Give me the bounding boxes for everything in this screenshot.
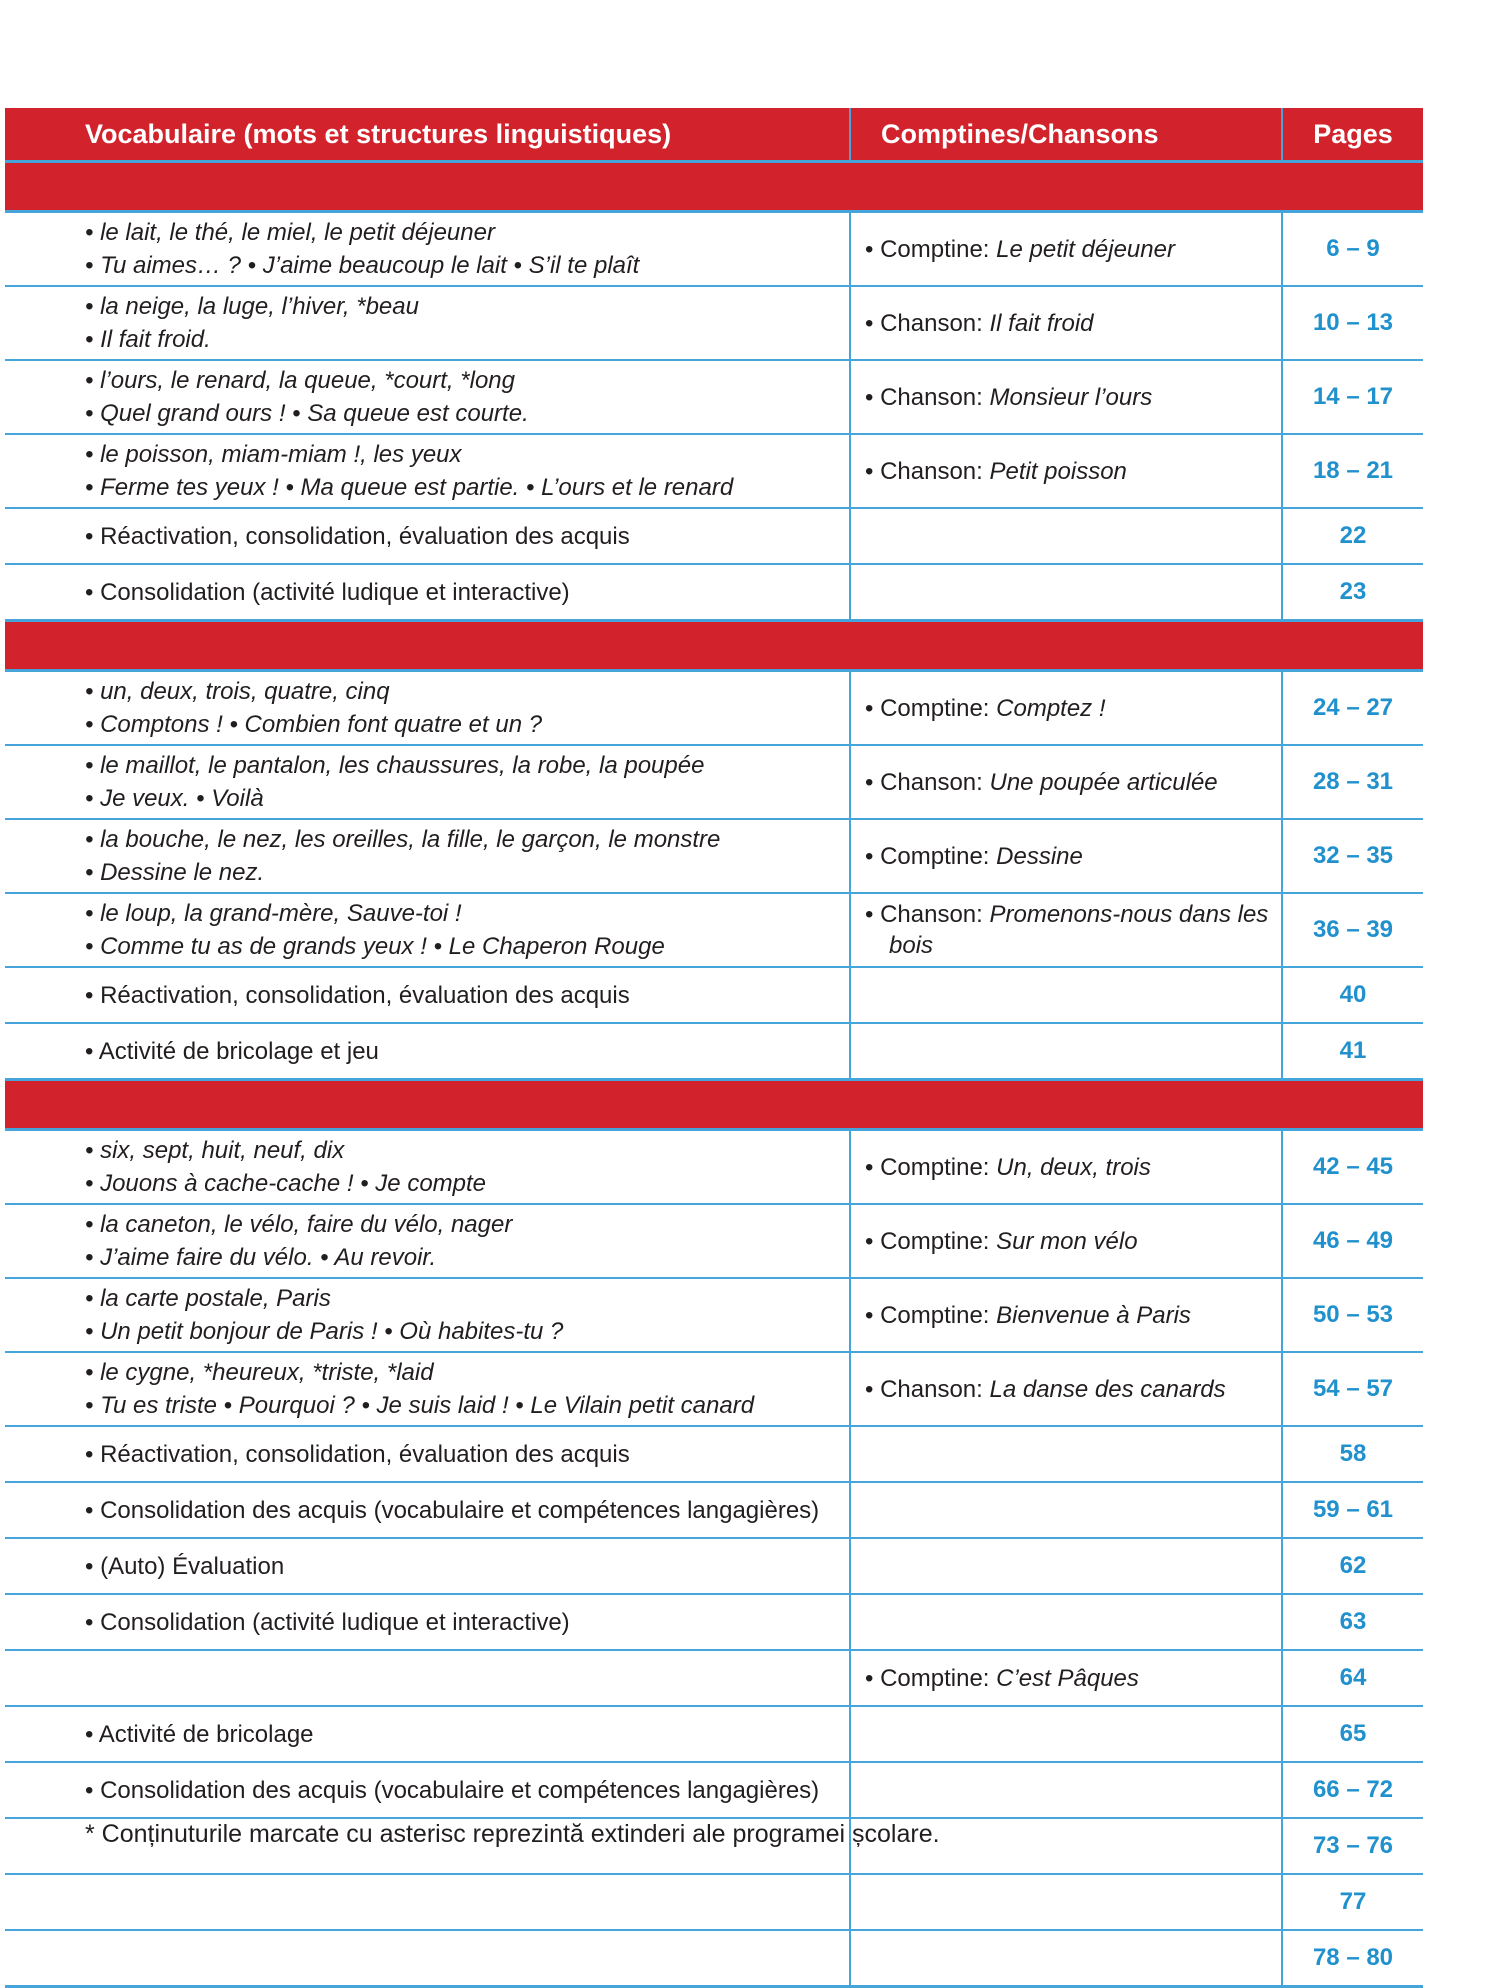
song-type-label: Comptine: [880,1301,997,1329]
song-cell [850,434,1282,508]
vocab-cell [5,893,850,967]
vocab-cell [5,1762,850,1818]
toc-row [5,1130,1423,1205]
page-number: 41 [1339,1037,1367,1064]
page-number: 54 – 57 [1312,1375,1394,1402]
pages-cell [1282,893,1423,967]
toc-row [5,1706,1423,1762]
song-type-label: Chanson: [880,768,990,796]
song-title: Promenons-nous dans les bois [889,901,1269,959]
song-cell [850,1204,1282,1278]
vocab-cell [5,671,850,746]
bullet-icon: • [865,1301,881,1329]
toc-row [5,1762,1423,1818]
toc-row [5,1023,1423,1080]
pages-cell [1282,819,1423,893]
song-title: Monsieur l’ours [989,383,1153,411]
song-cell [850,1706,1282,1762]
pages-cell [1282,1874,1423,1930]
song-type-label: Chanson: [880,457,990,485]
vocab-line: • Ferme tes yeux ! • Ma queue est partie. • L’ours et le renard [85,474,734,501]
song-cell [850,1426,1282,1482]
vocab-cell [5,1426,850,1482]
bullet-icon: • [865,1227,881,1255]
activity-line: • Réactivation, consolidation, évaluation des acquis [85,522,630,550]
toc-row [5,1930,1423,1987]
song-line [865,841,1275,872]
vocab-line: • la caneton, le vélo, faire du vélo, nager [85,1211,513,1238]
vocab-line: • Comptons ! • Combien font quatre et un ? [85,711,543,738]
vocab-line: • Un petit bonjour de Paris ! • Où habites-tu ? [85,1318,564,1345]
pages-cell [1282,1278,1423,1352]
toc-row [5,1278,1423,1352]
asterisk-footnote: * Conținuturile marcate cu asterisc reprezintă extinderi ale programei școlare. [85,1820,940,1848]
toc-row [5,508,1423,564]
page-number: 46 – 49 [1312,1227,1394,1254]
page-number: 65 [1339,1720,1367,1747]
song-line [865,234,1275,265]
song-cell [850,1650,1282,1706]
song-title: Le petit déjeuner [996,235,1175,263]
song-cell [850,564,1282,621]
activity-line: • Consolidation des acquis (vocabulaire et compétences langagières) [85,1776,820,1804]
page-number: 77 [1339,1888,1367,1915]
page-number: 50 – 53 [1312,1301,1394,1328]
page-number: 64 [1339,1664,1367,1691]
toc-row [5,1426,1423,1482]
vocab-cell [5,1538,850,1594]
song-type-label: Comptine: [880,1227,997,1255]
song-title: C’est Pâques [996,1664,1139,1692]
module-band-row [5,621,1423,671]
vocab-cell [5,1352,850,1426]
song-type-label: Chanson: [880,1375,990,1403]
song-cell [850,1130,1282,1205]
song-type-label: Chanson: [880,309,990,337]
pages-cell [1282,434,1423,508]
vocab-line: • le poisson, miam-miam !, les yeux [85,441,462,468]
song-line [865,1663,1275,1694]
vocab-cell [5,1706,850,1762]
song-cell [850,967,1282,1023]
song-cell [850,671,1282,746]
bullet-icon: • [865,235,881,263]
vocab-cell [5,564,850,621]
bullet-icon: • [865,901,881,928]
song-type-label: Comptine: [880,842,997,870]
vocab-cell [5,745,850,819]
song-title: Un, deux, trois [996,1153,1151,1181]
song-cell [850,1538,1282,1594]
page-number: 22 [1339,522,1367,549]
song-line [865,382,1275,413]
activity-line: • Réactivation, consolidation, évaluation des acquis [85,1440,630,1468]
song-cell [850,1762,1282,1818]
pages-cell [1282,745,1423,819]
vocab-line: • J’aime faire du vélo. • Au revoir. [85,1244,437,1271]
page-number: 63 [1339,1608,1367,1635]
vocab-line: • un, deux, trois, quatre, cinq [85,678,390,705]
vocab-cell [5,967,850,1023]
vocab-line: • l’ours, le renard, la queue, *court, *long [85,367,515,394]
vocab-line: • la carte postale, Paris [85,1285,331,1312]
pages-cell [1282,1762,1423,1818]
song-line [865,899,1275,961]
pages-cell [1282,1352,1423,1426]
page-number: 14 – 17 [1312,383,1394,410]
page-number: 42 – 45 [1312,1153,1394,1180]
activity-line: • Consolidation (activité ludique et interactive) [85,1608,570,1636]
activity-line: • Consolidation des acquis (vocabulaire et compétences langagières) [85,1496,820,1524]
toc-row [5,819,1423,893]
page-number: 58 [1339,1440,1367,1467]
pages-cell [1282,564,1423,621]
activity-line: • (Auto) Évaluation [85,1552,285,1580]
vocab-cell [5,1874,850,1930]
pages-cell [1282,1023,1423,1080]
vocab-line: • Je veux. • Voilà [85,785,264,812]
song-cell [850,360,1282,434]
bullet-icon: • [865,1664,881,1692]
header-vocabulaire: Vocabulaire (mots et structures linguistiques) [5,108,850,162]
song-type-label: Comptine: [880,694,997,722]
pages-cell [1282,1706,1423,1762]
song-type-label: Chanson: [880,901,990,928]
vocab-line: • Tu es triste • Pourquoi ? • Je suis laid ! • Le Vilain petit canard [85,1392,755,1419]
vocab-cell [5,1023,850,1080]
vocab-line: • le loup, la grand-mère, Sauve-toi ! [85,900,462,927]
page-number: 32 – 35 [1312,842,1394,869]
module-band [5,1080,1423,1130]
bullet-icon: • [865,768,881,796]
pages-cell [1282,1538,1423,1594]
song-cell [850,1482,1282,1538]
pages-cell [1282,1930,1423,1987]
vocab-cell [5,1482,850,1538]
toc-row [5,1538,1423,1594]
toc-table [5,108,1423,1988]
bullet-icon: • [865,842,881,870]
page-number: 6 – 9 [1326,235,1380,262]
page-number: 40 [1339,981,1367,1008]
pages-cell [1282,508,1423,564]
song-title: Dessine [996,842,1083,870]
song-cell [850,1278,1282,1352]
pages-cell [1282,212,1423,287]
song-cell [850,212,1282,287]
toc-row [5,893,1423,967]
song-cell [850,1930,1282,1987]
pages-cell [1282,1204,1423,1278]
toc-row [5,745,1423,819]
song-line [865,456,1275,487]
toc-row [5,1352,1423,1426]
pages-cell [1282,1594,1423,1650]
vocab-cell [5,1278,850,1352]
song-cell [850,1352,1282,1426]
vocab-line: • la neige, la luge, l’hiver, *beau [85,293,419,320]
activity-line: • Activité de bricolage et jeu [85,1037,379,1065]
toc-header-row [5,108,1423,162]
pages-cell [1282,286,1423,360]
song-cell [850,1594,1282,1650]
bullet-icon: • [865,1153,881,1181]
page-number: 10 – 13 [1312,309,1394,336]
vocab-line: • le maillot, le pantalon, les chaussures, la robe, la poupée [85,752,705,779]
toc-table-body [5,162,1423,1987]
toc-row [5,564,1423,621]
song-type-label: Comptine: [880,1664,997,1692]
pages-cell [1282,671,1423,746]
vocab-cell [5,1594,850,1650]
vocab-cell [5,508,850,564]
song-title: Comptez ! [996,694,1106,722]
song-cell [850,893,1282,967]
vocab-line: • le lait, le thé, le miel, le petit déjeuner [85,219,495,246]
vocab-cell [5,1650,850,1706]
header-comptines-chansons: Comptines/Chansons [850,108,1282,162]
header-pages: Pages [1282,108,1423,162]
song-title: Bienvenue à Paris [996,1301,1191,1329]
page-number: 73 – 76 [1312,1832,1394,1859]
song-cell [850,745,1282,819]
toc-row [5,1650,1423,1706]
activity-line: • Consolidation (activité ludique et interactive) [85,578,570,606]
toc-row [5,671,1423,746]
bullet-icon: • [865,694,881,722]
song-title: Il fait froid [989,309,1094,337]
pages-cell [1282,360,1423,434]
page-number: 36 – 39 [1312,916,1394,943]
vocab-cell [5,434,850,508]
song-type-label: Chanson: [880,383,990,411]
page-number: 28 – 31 [1312,768,1394,795]
module-band [5,162,1423,212]
toc-row [5,1594,1423,1650]
toc-row [5,360,1423,434]
page-number: 78 – 80 [1312,1944,1394,1971]
vocab-line: • Dessine le nez. [85,859,265,886]
page-number: 66 – 72 [1312,1776,1394,1803]
vocab-line: • Jouons à cache-cache ! • Je compte [85,1170,487,1197]
vocab-cell [5,1130,850,1205]
pages-cell [1282,1650,1423,1706]
vocab-cell [5,819,850,893]
vocab-cell [5,1930,850,1987]
activity-line: • Réactivation, consolidation, évaluation des acquis [85,981,630,1009]
module-band-row [5,1080,1423,1130]
toc-row [5,1482,1423,1538]
vocab-line: • Tu aimes… ? • J’aime beaucoup le lait • S’il te plaît [85,252,640,279]
song-line [865,1152,1275,1183]
vocab-cell [5,1204,850,1278]
bullet-icon: • [865,1375,881,1403]
page-number: 18 – 21 [1312,457,1394,484]
song-line [865,693,1275,724]
vocab-line: • Comme tu as de grands yeux ! • Le Chaperon Rouge [85,933,665,960]
song-title: Une poupée articulée [989,768,1218,796]
bullet-icon: • [865,309,881,337]
toc-row [5,212,1423,287]
page-number: 62 [1339,1552,1367,1579]
vocab-line: • la bouche, le nez, les oreilles, la fille, le garçon, le monstre [85,826,721,853]
page-number: 23 [1339,578,1367,605]
toc-row [5,967,1423,1023]
song-type-label: Comptine: [880,235,997,263]
toc-row [5,286,1423,360]
module-band-row [5,162,1423,212]
vocab-line: • six, sept, huit, neuf, dix [85,1137,345,1164]
toc-row [5,1204,1423,1278]
vocab-line: • Quel grand ours ! • Sa queue est courte. [85,400,529,427]
song-cell [850,819,1282,893]
vocab-cell [5,286,850,360]
song-title: Sur mon vélo [996,1227,1138,1255]
vocab-line: • le cygne, *heureux, *triste, *laid [85,1359,434,1386]
page-number: 59 – 61 [1312,1496,1394,1523]
page-number: 24 – 27 [1312,694,1394,721]
song-cell [850,286,1282,360]
pages-cell [1282,967,1423,1023]
song-cell [850,508,1282,564]
song-line [865,1226,1275,1257]
bullet-icon: • [865,457,881,485]
bullet-icon: • [865,383,881,411]
module-band [5,621,1423,671]
toc-row [5,434,1423,508]
pages-cell [1282,1818,1423,1874]
pages-cell [1282,1130,1423,1205]
song-title: Petit poisson [989,457,1127,485]
song-cell [850,1023,1282,1080]
song-line [865,1374,1275,1405]
activity-line: • Activité de bricolage [85,1720,314,1748]
vocab-cell [5,360,850,434]
toc-row [5,1874,1423,1930]
pages-cell [1282,1426,1423,1482]
vocab-cell [5,212,850,287]
song-cell [850,1874,1282,1930]
vocab-line: • Il fait froid. [85,326,211,353]
song-type-label: Comptine: [880,1153,997,1181]
song-title: La danse des canards [989,1375,1226,1403]
song-line [865,767,1275,798]
song-line [865,308,1275,339]
pages-cell [1282,1482,1423,1538]
song-line [865,1300,1275,1331]
